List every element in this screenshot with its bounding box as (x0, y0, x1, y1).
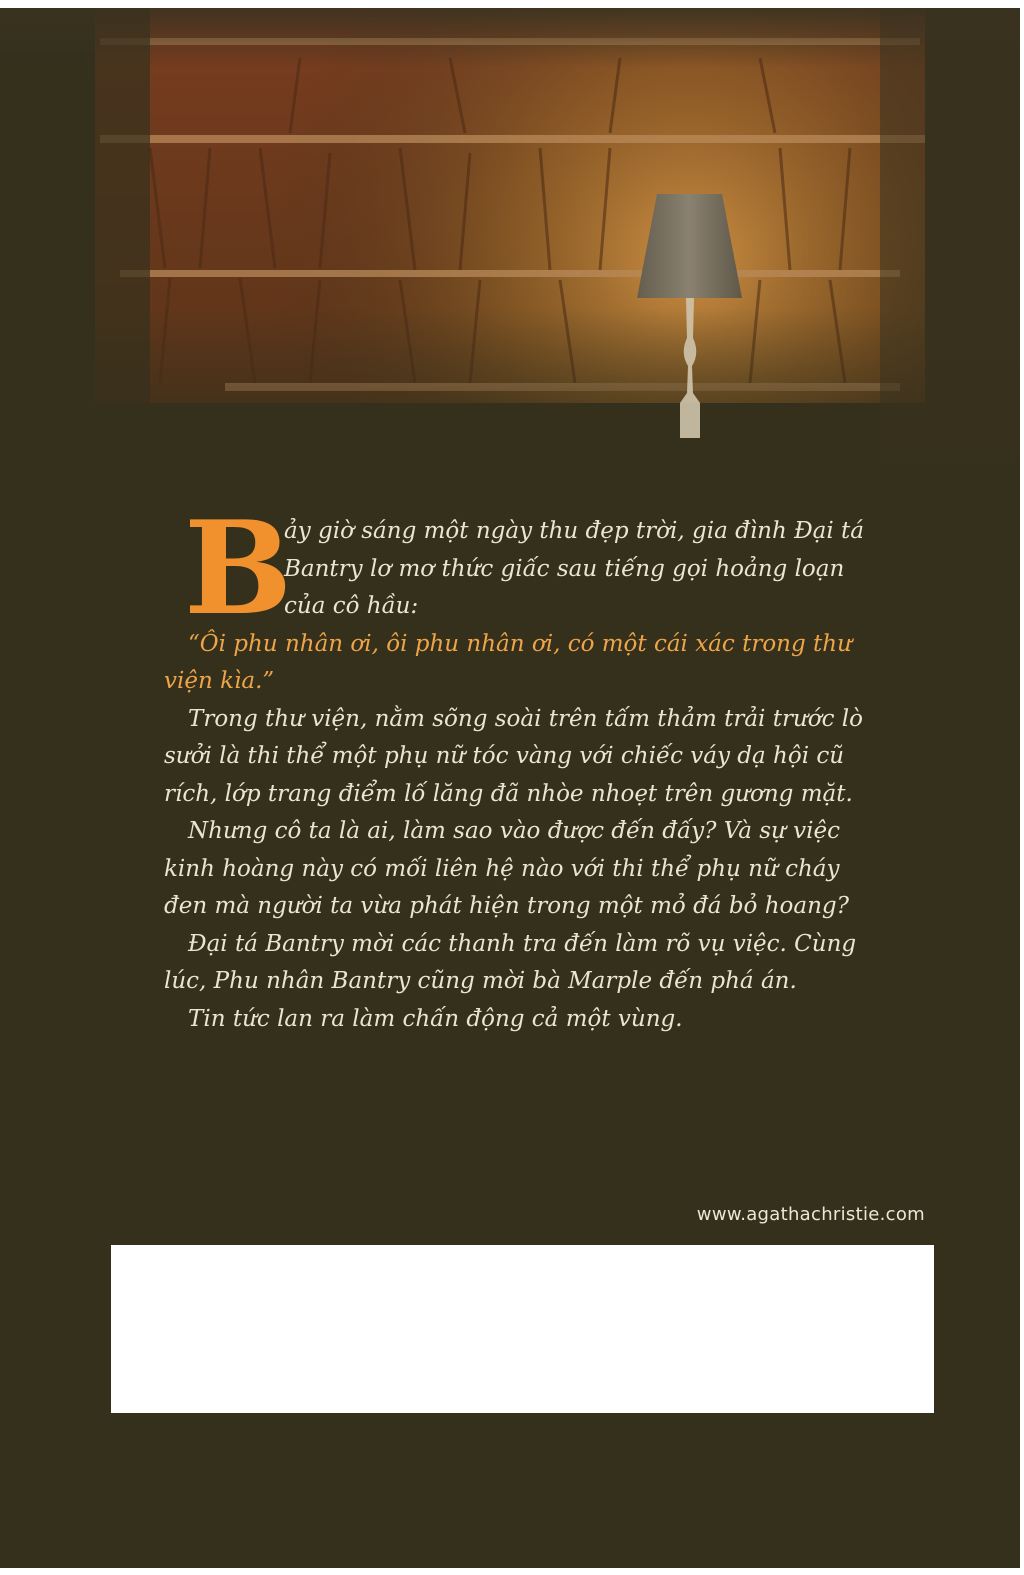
paragraph-investigation: Đại tá Bantry mời các thanh tra đến làm rõ vụ việc. Cùng lúc, Phu nhân Bantry cũng mời bà Marple đến phá án. (164, 930, 857, 994)
paragraph-questions: Nhưng cô ta là ai, làm sao vào được đến đấy? Và sự việc kinh hoàng này có mối liên hệ nào với thi thể phụ nữ cháy đen mà người ta vừa phát hiện trong một mỏ đá bỏ hoang? (164, 818, 849, 919)
barcode-area (111, 1245, 934, 1413)
back-cover (0, 8, 1020, 1568)
maid-quote: “Ôi phu nhân ơi, ôi phu nhân ơi, có một cái xác trong thư viện kìa.” (164, 630, 852, 694)
drop-cap-letter: B (184, 494, 293, 644)
library-illustration (0, 8, 1020, 478)
paragraph-news: Tin tức lan ra làm chấn động cả một vùng. (188, 1005, 683, 1032)
blurb-text (164, 494, 865, 1038)
paragraph-body-found: Trong thư viện, nằm sõng soài trên tấm thảm trải trước lò sưởi là thi thể một phụ nữ tóc vàng với chiếc váy dạ hội cũ rích, lớp trang điểm lố lăng đã nhòe nhoẹt trên gương mặt. (164, 705, 864, 807)
intro-paragraph: ảy giờ sáng một ngày thu đẹp trời, gia đình Đại tá Bantry lơ mơ thức giấc sau tiếng gọi hoảng loạn của cô hầu: (284, 518, 865, 619)
website-url: www.agathachristie.com (696, 1204, 925, 1225)
